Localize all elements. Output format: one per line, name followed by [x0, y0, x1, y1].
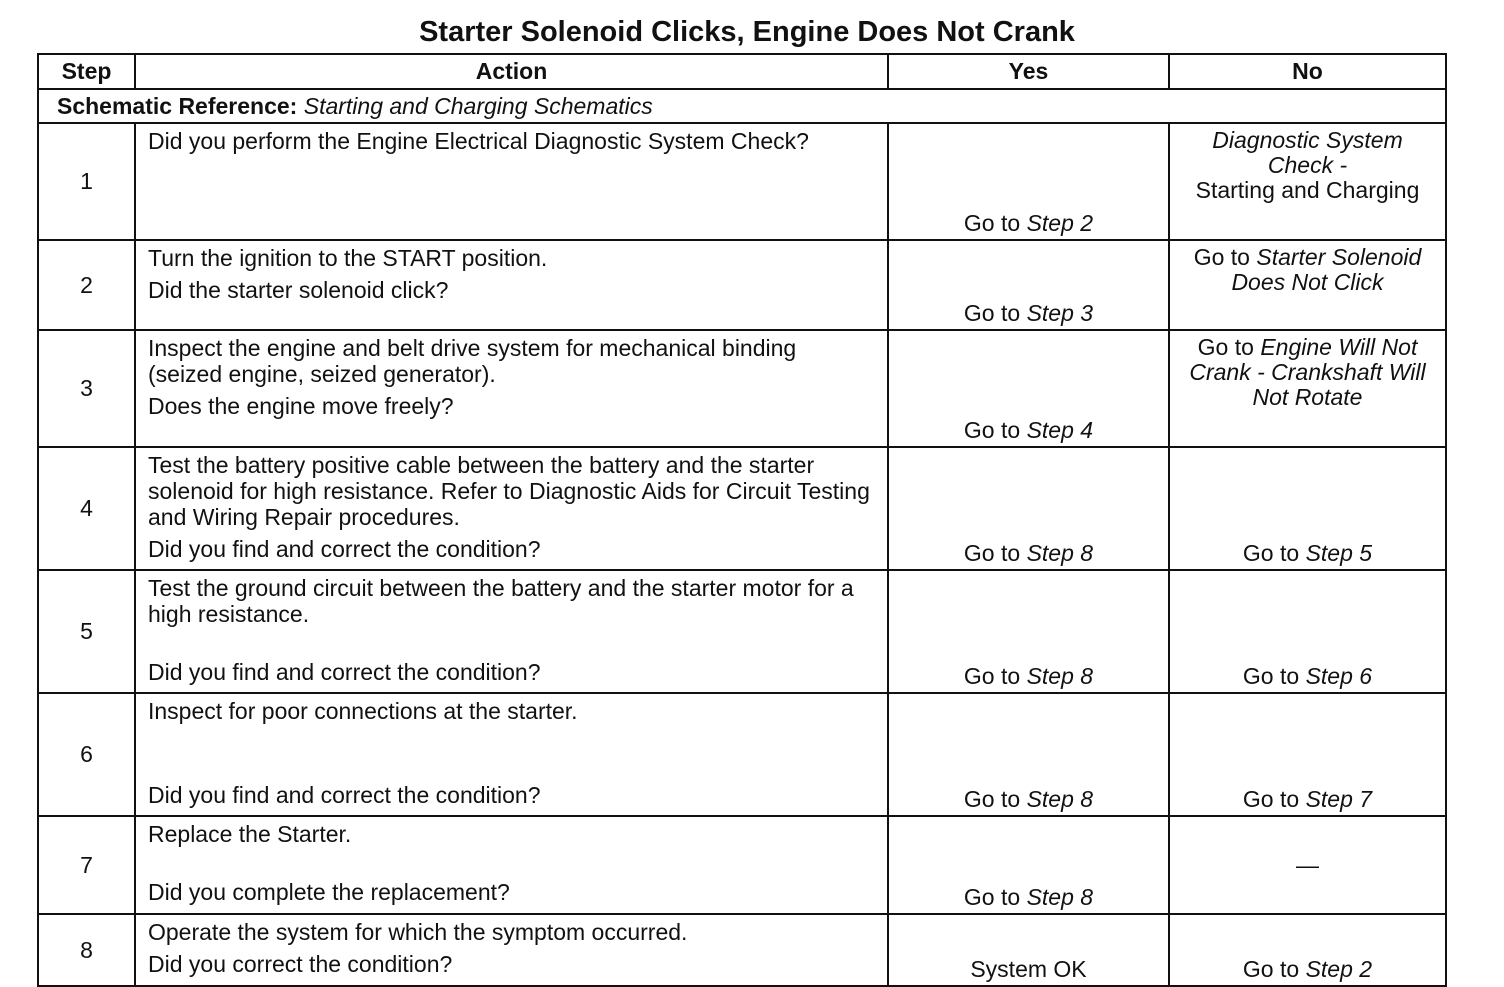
header-action: Action — [135, 54, 888, 89]
action-question: Did you find and correct the condition? — [148, 782, 541, 808]
step-number: 3 — [38, 330, 135, 447]
table-row — [38, 123, 1446, 240]
action-cell — [135, 447, 888, 570]
header-yes: Yes — [888, 54, 1169, 89]
step-number: 4 — [38, 447, 135, 570]
header-row — [38, 54, 1446, 89]
table-row — [38, 240, 1446, 330]
action-cell — [135, 693, 888, 816]
step-number: 6 — [38, 693, 135, 816]
step-number: 7 — [38, 816, 135, 914]
header-step: Step — [38, 54, 135, 89]
action-text: Inspect for poor connections at the starter. — [148, 698, 578, 724]
action-cell — [135, 123, 888, 240]
action-cell — [135, 330, 888, 447]
step-number: 2 — [38, 240, 135, 330]
schematic-reference-row — [38, 89, 1446, 123]
action-text: Did you perform the Engine Electrical Diagnostic System Check? — [148, 128, 809, 154]
action-question: Did you find and correct the condition? — [148, 659, 541, 685]
no-link[interactable]: Step 5 — [1305, 540, 1373, 566]
action-question: Did the starter solenoid click? — [148, 277, 449, 303]
no-cell[interactable]: Go to Engine Will Not Crank - Crankshaft Will Not Rotate — [1169, 330, 1446, 447]
yes-cell[interactable]: Go to Step 8 — [888, 816, 1169, 914]
step-number: 8 — [38, 914, 135, 986]
schematic-reference-label: Schematic Reference: — [57, 92, 298, 119]
page-title: Starter Solenoid Clicks, Engine Does Not Crank — [419, 16, 1075, 48]
table-row — [38, 447, 1446, 570]
yes-link[interactable]: Step 8 — [1026, 786, 1094, 812]
no-cell[interactable]: Go to Step 6 — [1169, 570, 1446, 693]
no-link[interactable]: Step 2 — [1305, 956, 1373, 982]
no-link[interactable]: Starter Solenoid Does Not Click — [1231, 244, 1422, 295]
no-link[interactable]: Step 7 — [1305, 786, 1373, 812]
action-cell — [135, 914, 888, 986]
no-cell[interactable]: Go to Step 5 — [1169, 447, 1446, 570]
no-link[interactable]: Engine Will Not Crank - Crankshaft Will Not Rotate — [1189, 334, 1426, 410]
step-number: 1 — [38, 123, 135, 240]
table-row — [38, 693, 1446, 816]
table-row — [38, 816, 1446, 914]
action-text: Replace the Starter. — [148, 821, 352, 847]
action-question: Did you find and correct the condition? — [148, 536, 541, 562]
action-cell — [135, 816, 888, 914]
no-cell[interactable]: Go to Step 2 — [1169, 914, 1446, 986]
yes-cell[interactable]: Go to Step 4 — [888, 330, 1169, 447]
table-row — [38, 914, 1446, 986]
step-number: 5 — [38, 570, 135, 693]
yes-cell: System OK — [888, 914, 1169, 986]
yes-link[interactable]: Step 3 — [1026, 300, 1094, 326]
schematic-reference-link[interactable]: Starting and Charging Schematics — [303, 92, 653, 119]
action-text: Turn the ignition to the START position. — [148, 245, 548, 271]
yes-link[interactable]: Step 4 — [1026, 417, 1094, 443]
yes-link[interactable]: Step 8 — [1026, 884, 1094, 910]
yes-link[interactable]: Step 8 — [1026, 663, 1094, 689]
yes-cell[interactable]: Go to Step 8 — [888, 447, 1169, 570]
yes-cell[interactable]: Go to Step 8 — [888, 570, 1169, 693]
table-row — [38, 570, 1446, 693]
no-cell: — — [1169, 816, 1446, 914]
yes-cell[interactable]: Go to Step 2 — [888, 123, 1169, 240]
header-no: No — [1169, 54, 1446, 89]
no-link[interactable]: Diagnostic System — [1212, 127, 1403, 153]
action-text: Inspect the engine and belt drive system for mechanical binding (seized engine, seized generator). — [148, 335, 797, 387]
action-text: Operate the system for which the symptom occurred. — [148, 919, 688, 945]
no-link[interactable]: Check - — [1267, 152, 1348, 178]
action-cell — [135, 570, 888, 693]
action-question: Does the engine move freely? — [148, 393, 454, 419]
action-cell — [135, 240, 888, 330]
yes-cell[interactable]: Go to Step 3 — [888, 240, 1169, 330]
no-cell[interactable]: Go to Step 7 — [1169, 693, 1446, 816]
yes-cell[interactable]: Go to Step 8 — [888, 693, 1169, 816]
schematic-reference — [38, 89, 1446, 123]
yes-link[interactable]: Step 2 — [1026, 210, 1094, 236]
diagnostic-table — [37, 53, 1447, 987]
table-row — [38, 330, 1446, 447]
action-question: Did you complete the replacement? — [148, 879, 510, 905]
no-cell[interactable]: Diagnostic System Check - Starting and Charging — [1169, 123, 1446, 240]
no-link[interactable]: Step 6 — [1305, 663, 1373, 689]
action-text: Test the battery positive cable between the battery and the starter solenoid for high resistance. Refer to Diagnostic Aids for Circuit Testing and Wiring Repair procedures. — [148, 452, 870, 530]
yes-link[interactable]: Step 8 — [1026, 540, 1094, 566]
action-question: Did you correct the condition? — [148, 951, 453, 977]
no-cell[interactable]: Go to Starter Solenoid Does Not Click — [1169, 240, 1446, 330]
action-text: Test the ground circuit between the battery and the starter motor for a high resistance. — [148, 575, 854, 627]
